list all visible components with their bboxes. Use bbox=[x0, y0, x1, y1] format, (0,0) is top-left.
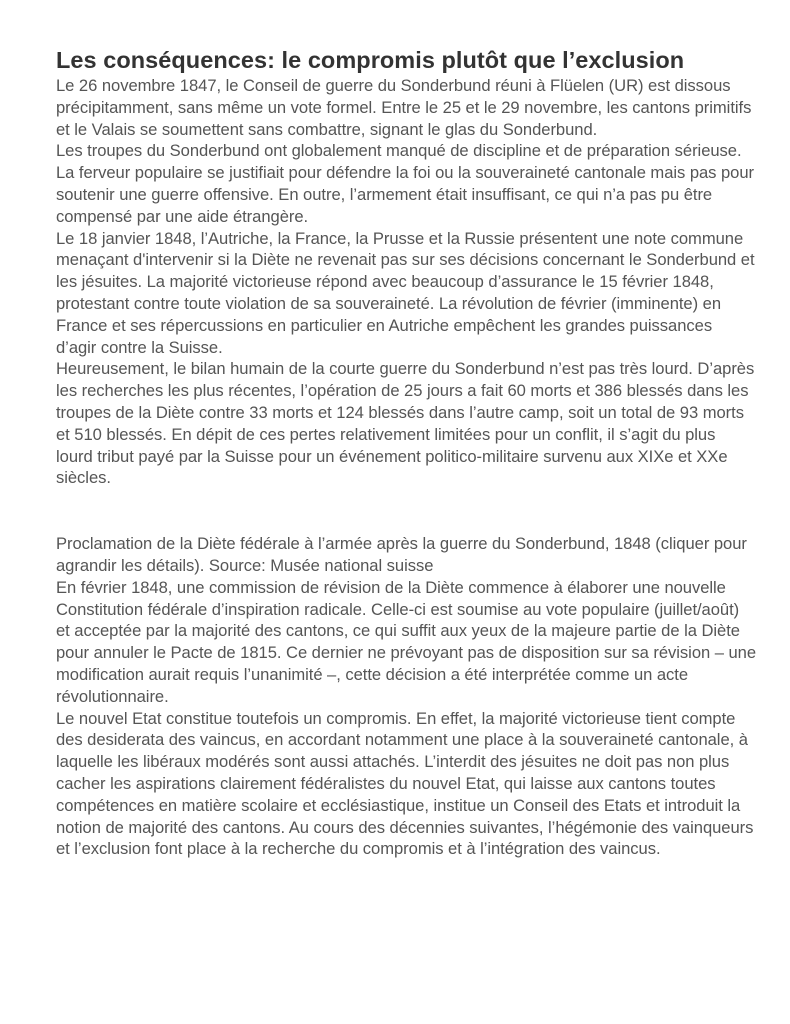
paragraph-conseil-de-guerre: Le 26 novembre 1847, le Conseil de guerre du Sonderbund réuni à Flüelen (UR) est dissous précipitamment, sans même un vote formel. Entre le 25 et le 29 novembre, les cantons primitifs et le Valais se soumettent sans combattre, signant le glas du Sonderbund. bbox=[56, 76, 752, 139]
paragraph-compromis: Le nouvel Etat constitue toutefois un compromis. En effet, la majorité victorieuse tient compte des desiderata des vaincus, en accordant notamment une place à la souveraineté cantonale, à laquelle les libéraux modérés sont aussi attachés. L’interdit des jésuites ne doit pas non plus cacher les aspirations clairement fédéralistes du nouvel Etat, qui laisse aux cantons toutes compétences en matière scolaire et ecclésiastique, institue un Conseil des Etats et introduit la notion de majorité des cantons. Au cours des décennies suivantes, l’hégémonie des vainqueurs et l’exclusion font place à la recherche du compromis et à l’intégration des vaincus. bbox=[56, 708, 754, 859]
image-placeholder bbox=[56, 489, 756, 533]
paragraph-troupes: Les troupes du Sonderbund ont globalement manqué de discipline et de préparation sérieuse. La ferveur populaire se justifiait pour défendre la foi ou la souveraineté cantonale mais pas pour soutenir une guerre offensive. En outre, l’armement était insuffisant, ce qui n’a pas pu être compensé par une aide étrangère. bbox=[56, 141, 755, 226]
paragraph-bilan-humain: Heureusement, le bilan humain de la courte guerre du Sonderbund n’est pas très lourd. D’après les recherches les plus récentes, l’opération de 25 jours a fait 60 morts et 386 blessés dans les troupes de la Diète contre 33 morts et 124 blessés dans l’autre camp, soit un total de 93 morts et 510 blessés. En dépit de ces pertes relativement limitées pour un conflit, il s’agit du plus lourd tribut payé par la Suisse pour un événement politico-militaire survenu aux XIXe et XXe siècles. bbox=[56, 359, 755, 488]
paragraph-note-puissances: Le 18 janvier 1848, l’Autriche, la France, la Prusse et la Russie présentent une note commune menaçant d'intervenir si la Diète ne revenait pas sur ses décisions concernant le Sonderbund et les jésuites. La majorité victorieuse répond avec beaucoup d’assurance le 15 février 1848, protestant contre toute violation de sa souveraineté. La révolution de février (imminente) en France et ses répercussions en particulier en Autriche empêchent les grandes puissances d’agir contre la Suisse. bbox=[56, 228, 755, 357]
image-caption[interactable]: Proclamation de la Diète fédérale à l’armée après la guerre du Sonderbund, 1848 (cliquer pour agrandir les détails). Source: Musée national suisse bbox=[56, 534, 747, 575]
paragraph-constitution: En février 1848, une commission de révision de la Diète commence à élaborer une nouvelle Constitution fédérale d’inspiration radicale. Celle-ci est soumise au vote populaire (juillet/août) et acceptée par la majorité des cantons, ce qui suffit aux yeux de la majeure partie de la Diète pour annuler le Pacte de 1815. Ce dernier ne prévoyant pas de disposition sur sa révision – une modification aurait requis l’unanimité –, cette décision a été interprétée comme un acte révolutionnaire. bbox=[56, 577, 757, 706]
article-title: Les conséquences: le compromis plutôt que l’exclusion bbox=[56, 47, 685, 73]
article bbox=[56, 45, 756, 860]
